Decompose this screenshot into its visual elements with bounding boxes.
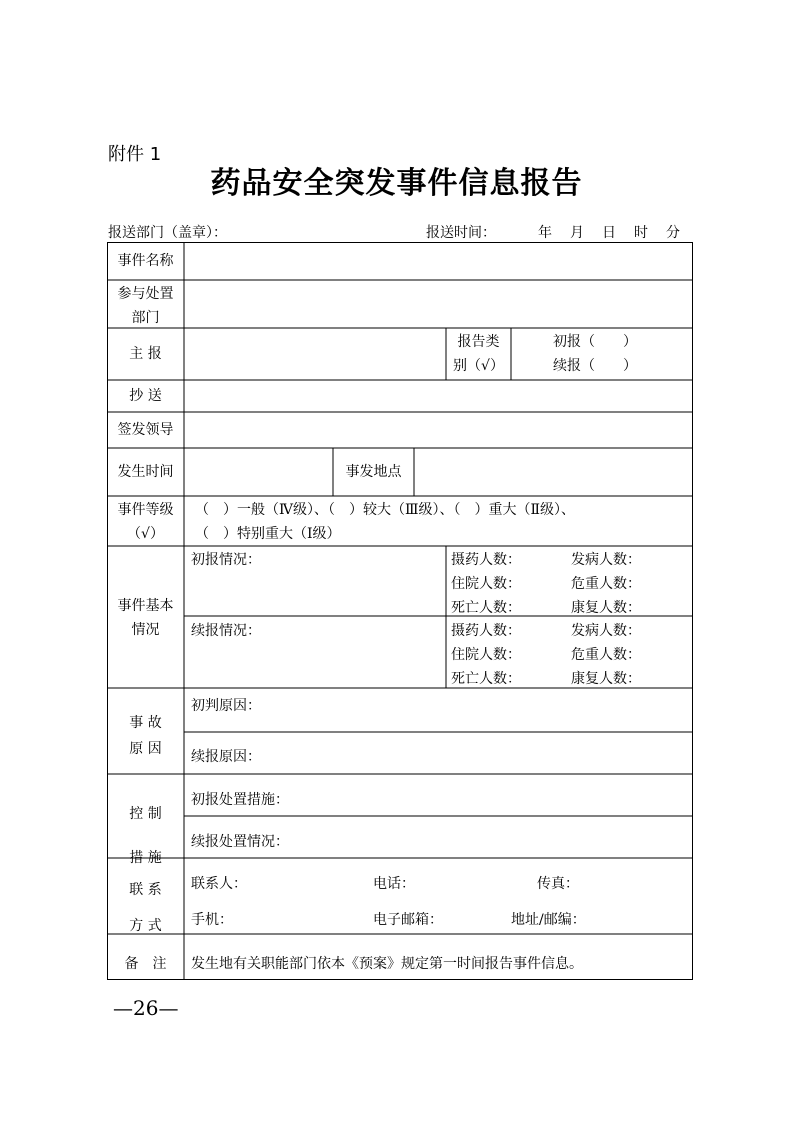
address-label: 地址/邮编： — [511, 912, 586, 928]
control-followup-label: 续报处置情况： — [191, 834, 289, 850]
mobile-label: 手机： — [191, 912, 233, 928]
basic-info-label: 事件基本 情况 — [117, 598, 174, 638]
attachment-label: 附件 1 — [108, 144, 162, 165]
time-unit-minute: 分 — [666, 225, 680, 241]
fax-label: 传真： — [537, 876, 579, 892]
email-label: 电子邮箱： — [373, 912, 443, 928]
dept-label: 报送部门（盖章）： — [108, 225, 227, 241]
cc-label: 抄 送 — [129, 388, 162, 404]
phone-label: 电话： — [373, 876, 415, 892]
remarks-label: 备 注 — [124, 956, 167, 972]
event-level-options-2[interactable]: （ ）特别重大（Ⅰ级） — [195, 526, 341, 542]
page-title: 药品安全突发事件信息报告 — [210, 166, 583, 201]
counts-left-initial: 摄药人数： 住院人数： 死亡人数： — [451, 552, 521, 616]
event-name-label: 事件名称 — [117, 253, 174, 269]
event-level-options-1[interactable]: （ ）一般（Ⅳ级）、（ ）较大（Ⅲ级）、（ ）重大（Ⅱ级）、 — [195, 502, 576, 518]
time-unit-day: 日 — [602, 225, 616, 241]
event-level-label: 事件等级 （√） — [117, 502, 174, 542]
cause-initial-label: 初判原因： — [191, 698, 261, 714]
report-time — [426, 222, 680, 242]
basic-initial-label: 初报情况： — [191, 552, 261, 568]
page-number: —26— — [113, 996, 179, 1020]
counts-left-followup: 摄药人数： 住院人数： 死亡人数： — [451, 623, 521, 687]
followup-report-check[interactable]: 续报（ ） — [553, 358, 637, 374]
location-label: 事发地点 — [345, 464, 402, 480]
remarks-text: 发生地有关职能部门依本《预案》规定第一时间报告事件信息。 — [191, 956, 583, 972]
departments-label: 参与处置 部门 — [117, 286, 174, 326]
report-type-label: 报告类 别（√） — [453, 334, 504, 374]
report-form — [107, 242, 693, 980]
basic-followup-label: 续报情况： — [191, 623, 261, 639]
time-unit-hour: 时 — [634, 225, 648, 241]
cause-label: 事 故 原 因 — [129, 715, 162, 757]
main-report-label: 主 报 — [129, 346, 162, 362]
time-unit-year: 年 — [538, 225, 552, 241]
signer-label: 签发领导 — [117, 422, 174, 438]
report-time-label: 报送时间： — [426, 225, 496, 241]
counts-right-initial: 发病人数： 危重人数： 康复人数： — [571, 552, 641, 616]
counts-right-followup: 发病人数： 危重人数： 康复人数： — [571, 623, 641, 687]
control-initial-label: 初报处置措施： — [191, 792, 289, 808]
contact-person-label: 联系人： — [191, 876, 247, 892]
initial-report-check[interactable]: 初报（ ） — [553, 334, 637, 350]
control-label: 控 制 措 施 — [129, 806, 162, 866]
occurrence-time-label: 发生时间 — [117, 464, 174, 480]
time-unit-month: 月 — [570, 225, 584, 241]
contact-label: 联 系 方 式 — [129, 882, 162, 934]
cause-followup-label: 续报原因： — [191, 749, 261, 765]
